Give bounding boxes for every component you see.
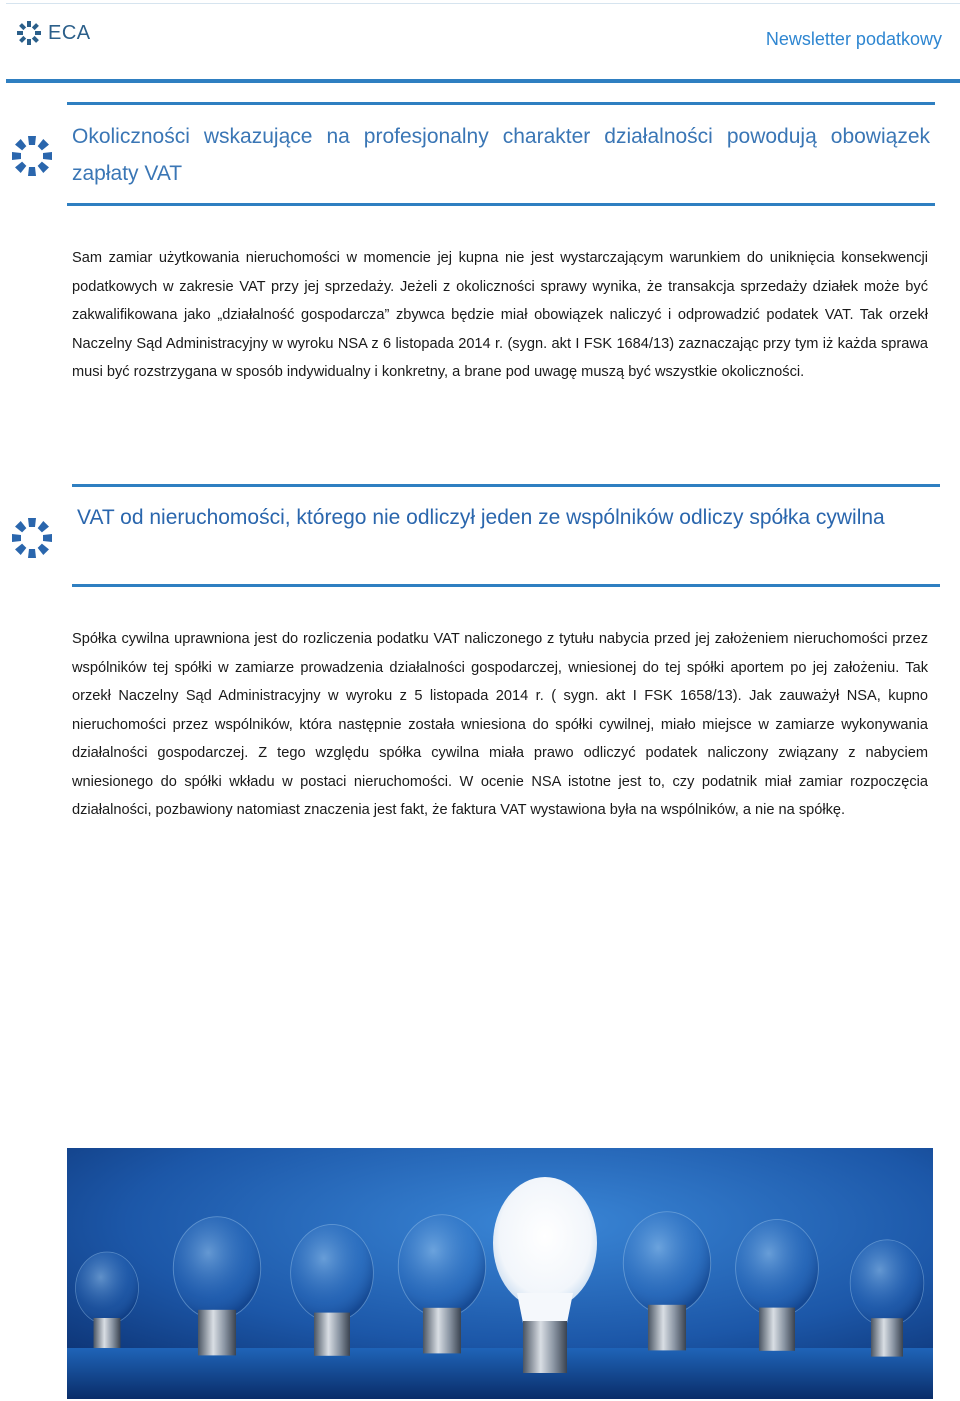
top-divider xyxy=(6,3,960,4)
logo-text: ECA xyxy=(48,21,91,44)
light-bulbs-photo xyxy=(67,1148,933,1399)
star-bullet-icon xyxy=(10,134,54,178)
section2-bottom-rule xyxy=(72,584,940,587)
header-divider xyxy=(6,79,960,83)
section1-top-rule xyxy=(67,102,935,105)
section1-bottom-rule xyxy=(67,203,935,206)
company-logo xyxy=(16,20,91,46)
section2-top-rule xyxy=(72,484,940,487)
newsletter-title: Newsletter podatkowy xyxy=(765,29,942,49)
star-bullet-icon xyxy=(10,516,54,560)
section2-body: Spółka cywilna uprawniona jest do rozliczenia podatku VAT naliczonego z tytułu nabycia przed jej założeniem nieruchomości przez wspólników tej spółki w zamiarze prowadzenia działalności gospodarczej, wniesionej do tej spółki aportem po jej założeniu. Tak orzekł Naczelny Sąd Administracyjny w wyroku z 5 listopada 2014 r. ( sygn. akt I FSK 1658/13). Jak zauważył NSA, kupno nieruchomości przez wspólników, która następnie została wniesiona do spółki cywilnej, miało miejsce w zamiarze wykonywania działalności gospodarczej. Z tego względu spółka cywilna miała prawo odliczyć podatek naliczony związany z nabyciem wniesionego do spółki wkładu w postaci nieruchomości. W ocenie NSA istotne jest to, czy podatnik miał zamiar rozpoczęcia działalności, pozbawiony natomiast znaczenia jest fakt, że faktura VAT wystawiona była na wspólników, a nie na spółkę. xyxy=(72,631,928,818)
section1-title: Okoliczności wskazujące na profesjonalny charakter działalności powodują obowiązek zapłaty VAT xyxy=(72,125,930,185)
section1-body: Sam zamiar użytkowania nieruchomości w momencie jej kupna nie jest wystarczającym warunkiem do uniknięcia konsekwencji podatkowych w zakresie VAT przy jej sprzedaży. Jeżeli z okoliczności sprawy wynika, że transakcja sprzedaży działek może być zakwalifikowana jako „działalność gospodarcza” zbywca będzie miał obowiązek naliczyć i odprowadzić podatek VAT. Tak orzekł Naczelny Sąd Administracyjny w wyroku NSA z 6 listopada 2014 r. (sygn. akt I FSK 1684/13) zaznaczając przy tym iż każda sprawa musi być rozstrzygana w sposób indywidualny i konkretny, a brane pod uwagę muszą być wszystkie okoliczności. xyxy=(72,250,928,380)
section2-title: VAT od nieruchomości, którego nie odliczył jeden ze wspólników odliczy spółka cywilna xyxy=(77,506,885,529)
eca-star-logo-icon xyxy=(16,20,42,46)
